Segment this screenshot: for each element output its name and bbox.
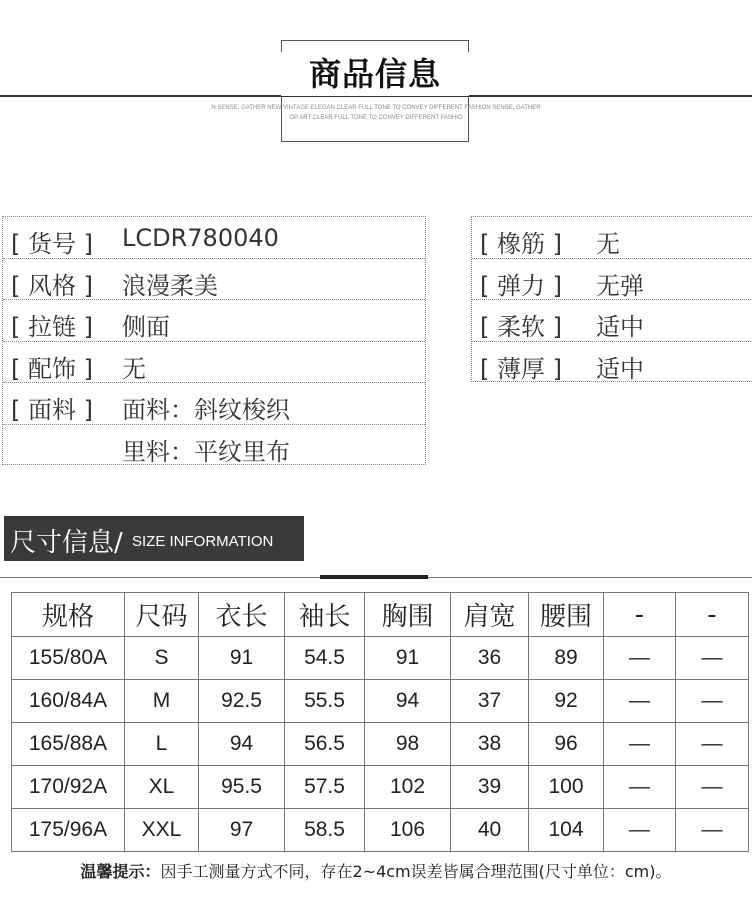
size-table-header <box>12 593 749 637</box>
table-cell: 57.5 <box>285 766 365 809</box>
page-title: 商品信息 <box>281 52 469 96</box>
header-cell: 腰围 <box>529 593 604 637</box>
table-cell: 95.5 <box>199 766 285 809</box>
header-cell: 尺码 <box>125 593 199 637</box>
header-cell: - <box>604 593 676 637</box>
info-value: 里料：平纹里布 <box>122 437 290 466</box>
info-key: [ 风格 ] <box>11 271 93 300</box>
header-subtitle-line1: N SENSE, GATHER NEW VINTAGE ELEGAN CLEAR FULL TONE TO CONVEY DIFFERENT FASHION SENSE, GATHER <box>211 105 541 111</box>
info-value: LCDR780040 <box>122 224 279 252</box>
info-key: [ 货号 ] <box>11 230 93 258</box>
table-cell: — <box>676 680 749 723</box>
header-cell: 规格 <box>12 593 125 637</box>
table-cell: XL <box>125 766 199 809</box>
table-row <box>12 637 749 680</box>
info-row <box>472 259 752 301</box>
table-cell: XXL <box>125 809 199 852</box>
table-cell: 91 <box>199 637 285 680</box>
table-row <box>12 723 749 766</box>
table-cell: 91 <box>365 637 451 680</box>
table-cell: 97 <box>199 809 285 852</box>
info-value: 适中 <box>596 313 644 341</box>
info-key: [ 柔软 ] <box>480 313 562 341</box>
table-cell: 92.5 <box>199 680 285 723</box>
table-cell: 165/88A <box>12 723 125 766</box>
table-row <box>12 809 749 852</box>
table-cell: 54.5 <box>285 637 365 680</box>
info-row <box>3 383 425 425</box>
note-label: 温馨提示： <box>80 862 161 881</box>
size-info-title-en: SIZE INFORMATION <box>132 533 274 550</box>
table-cell: M <box>125 680 199 723</box>
header-cell: - <box>676 593 749 637</box>
table-cell: 56.5 <box>285 723 365 766</box>
info-row <box>472 342 752 384</box>
product-info-table-right <box>471 216 752 382</box>
header-subtitle-line2: OP ART CLEAR FULL TONE TO CONVEY DIFFERENT FASHIO <box>289 115 463 121</box>
info-value: 适中 <box>596 354 644 383</box>
table-cell: 155/80A <box>12 637 125 680</box>
table-cell: 98 <box>365 723 451 766</box>
table-cell: 40 <box>451 809 529 852</box>
info-row <box>472 217 752 259</box>
table-cell: 92 <box>529 680 604 723</box>
table-cell: — <box>676 637 749 680</box>
header-subtitle <box>200 103 552 123</box>
table-cell: L <box>125 723 199 766</box>
size-table <box>11 592 749 852</box>
measurement-note <box>0 859 752 882</box>
table-row <box>12 680 749 723</box>
info-key: [ 配饰 ] <box>11 354 93 383</box>
table-cell: 39 <box>451 766 529 809</box>
size-info-banner <box>4 516 304 561</box>
table-cell: — <box>676 809 749 852</box>
table-cell: — <box>676 723 749 766</box>
info-row <box>3 217 425 259</box>
table-cell: 104 <box>529 809 604 852</box>
info-key: [ 面料 ] <box>11 396 93 424</box>
table-cell: S <box>125 637 199 680</box>
table-cell: 38 <box>451 723 529 766</box>
info-key: [ 薄厚 ] <box>480 354 562 383</box>
note-text: 因手工测量方式不同，存在2~4cm误差皆属合理范围(尺寸单位：cm)。 <box>160 862 672 881</box>
info-value: 无 <box>596 230 620 258</box>
info-value: 无 <box>122 354 146 383</box>
info-row <box>3 259 425 301</box>
table-cell: 100 <box>529 766 604 809</box>
table-cell: 89 <box>529 637 604 680</box>
info-row <box>3 342 425 384</box>
size-info-title-cn: 尺寸信息/ <box>10 528 123 558</box>
table-cell: — <box>604 723 676 766</box>
table-cell: 94 <box>199 723 285 766</box>
info-key: [ 拉链 ] <box>11 313 93 341</box>
table-cell: 106 <box>365 809 451 852</box>
info-value: 侧面 <box>122 313 170 341</box>
header-cell: 肩宽 <box>451 593 529 637</box>
table-cell: — <box>604 809 676 852</box>
table-cell: 55.5 <box>285 680 365 723</box>
table-cell: 170/92A <box>12 766 125 809</box>
info-row <box>3 300 425 342</box>
info-row <box>3 425 425 467</box>
info-row <box>472 300 752 342</box>
table-cell: — <box>604 766 676 809</box>
info-key: [ 弹力 ] <box>480 271 562 300</box>
table-cell: 160/84A <box>12 680 125 723</box>
table-cell: 96 <box>529 723 604 766</box>
info-value: 浪漫柔美 <box>122 271 218 300</box>
header-cell: 袖长 <box>285 593 365 637</box>
section-divider-accent <box>320 575 428 579</box>
table-cell: 175/96A <box>12 809 125 852</box>
info-key: [ 橡筋 ] <box>480 230 562 258</box>
table-cell: 37 <box>451 680 529 723</box>
table-cell: 58.5 <box>285 809 365 852</box>
info-value: 无弹 <box>596 271 644 300</box>
table-cell: 36 <box>451 637 529 680</box>
info-value: 面料：斜纹梭织 <box>122 396 290 424</box>
table-cell: — <box>676 766 749 809</box>
table-cell: 94 <box>365 680 451 723</box>
table-cell: — <box>604 680 676 723</box>
product-info-table-left <box>2 216 426 465</box>
table-cell: — <box>604 637 676 680</box>
table-cell: 102 <box>365 766 451 809</box>
header-cell: 胸围 <box>365 593 451 637</box>
header-cell: 衣长 <box>199 593 285 637</box>
table-row <box>12 766 749 809</box>
